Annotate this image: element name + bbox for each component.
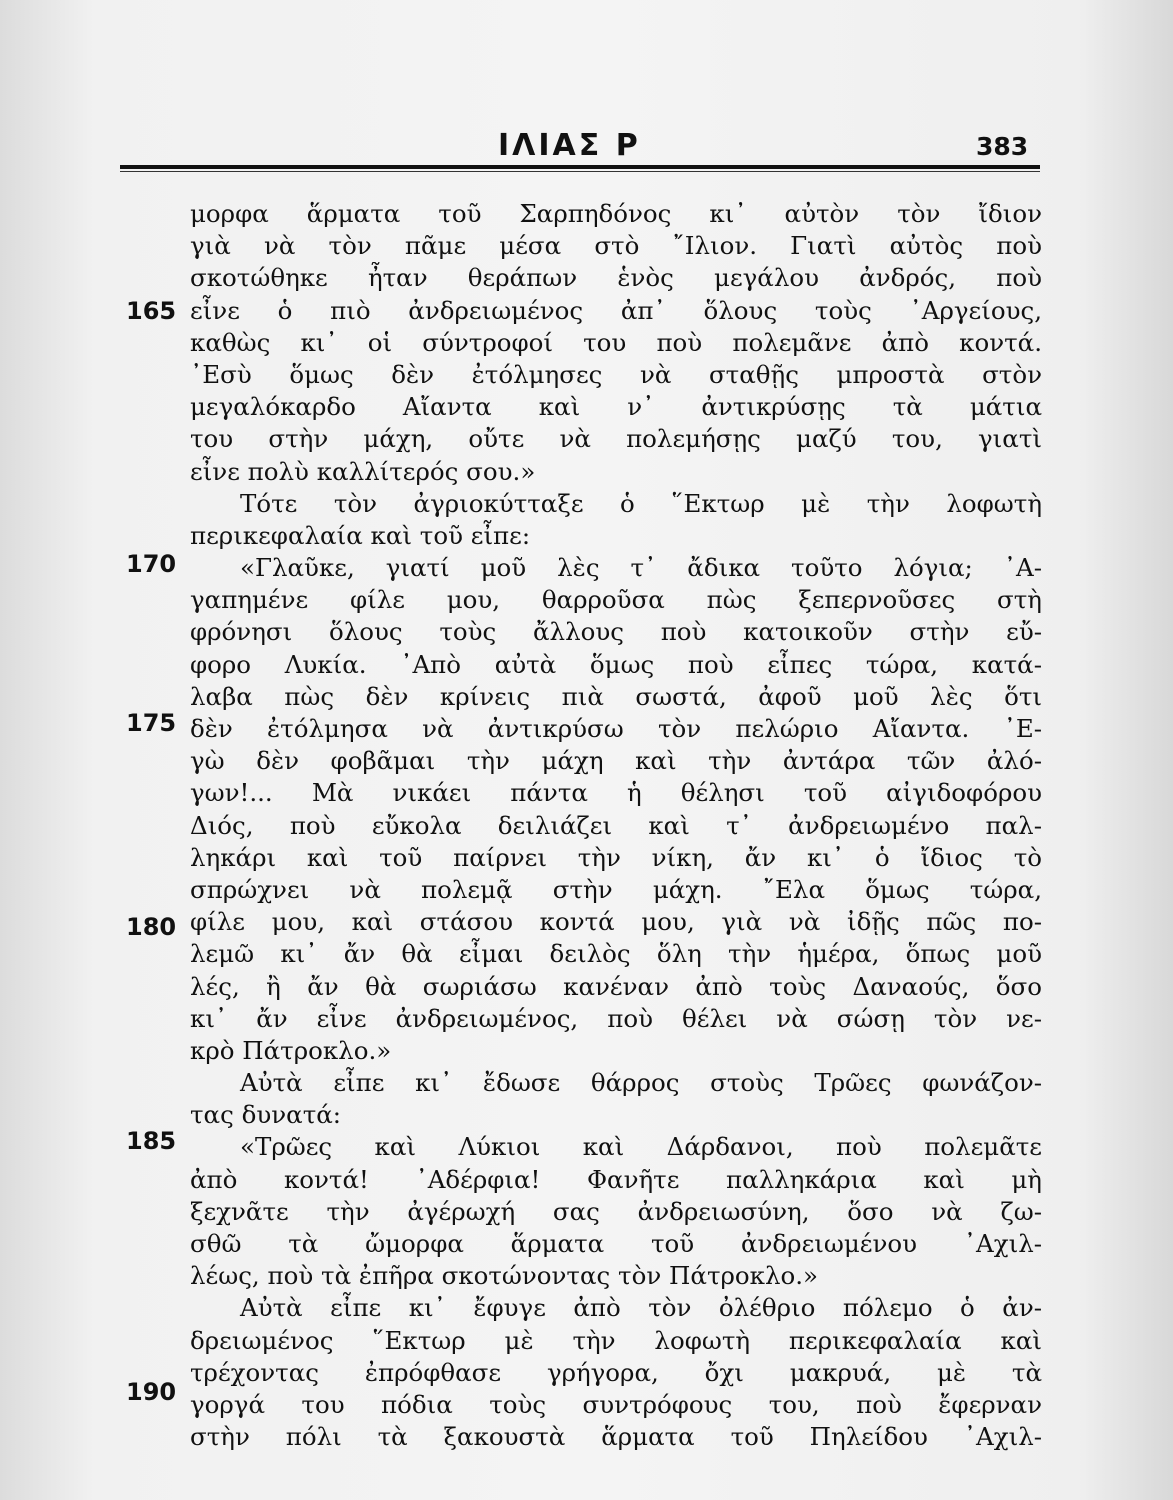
text-line: γων!... Μὰ νικάει πάντα ἡ θέλησι τοῦ αἰγιδοφόρου xyxy=(190,778,1042,808)
running-title: ΙΛΙΑΣ Ρ xyxy=(498,128,641,163)
text-line: ληκάρι καὶ τοῦ παίρνει τὴν νίκη, ἄν κι᾽ ὁ ἴδιος τὸ xyxy=(190,842,1042,872)
text-line: Αὐτὰ εἶπε κι᾽ ἔδωσε θάρρος στοὺς Τρῶες φωνάζον- xyxy=(240,1068,1042,1098)
text-line: εἶνε πολὺ καλλίτερός σου.» xyxy=(190,456,536,486)
text-line: λεμῶ κι᾽ ἄν θὰ εἶμαι δειλὸς ὅλη τὴν ἡμέρα, ὅπως μοῦ xyxy=(190,939,1042,969)
text-line: γοργά του πόδια τοὺς συντρόφους του, ποὺ ἔφερναν xyxy=(190,1389,1042,1419)
text-line: δρειωμένος ῞Εκτωρ μὲ τὴν λοφωτὴ περικεφαλαία καὶ xyxy=(190,1325,1042,1355)
text-line: τας δυνατά: xyxy=(190,1100,342,1130)
text-line: λές, ἢ ἄν θὰ σωριάσω κανέναν ἀπὸ τοὺς Δαναούς, ὅσο xyxy=(190,971,1042,1001)
text-line: ᾽Εσὺ ὅμως δὲν ἐτόλμησες νὰ σταθῇς μπροστὰ στὸν xyxy=(190,359,1042,389)
text-line: του στὴν μάχη, οὔτε νὰ πολεμήσῃς μαζύ του, γιατὶ xyxy=(190,424,1042,454)
body-text xyxy=(190,198,1042,1453)
header-rule-thin xyxy=(120,171,1040,172)
header-rule xyxy=(120,165,1040,169)
page-number: 383 xyxy=(976,132,1029,161)
text-line: στὴν πόλι τὰ ξακουστὰ ἅρματα τοῦ Πηλείδου ᾽Αχιλ- xyxy=(190,1422,1042,1452)
running-head xyxy=(0,128,1173,168)
text-line: κι᾽ ἄν εἶνε ἀνδρειωμένος, ποὺ θέλει νὰ σώσῃ τὸν νε- xyxy=(190,1003,1042,1033)
text-line: εἶνε ὁ πιὸ ἀνδρειωμένος ἀπ᾽ ὅλους τοὺς ᾽Αργείους, xyxy=(190,295,1042,325)
margin-line-number: 190 xyxy=(126,1378,177,1406)
text-line: περικεφαλαία καὶ τοῦ εἶπε: xyxy=(190,520,531,550)
text-line: μεγαλόκαρδο Αἴαντα καὶ ν᾽ ἀντικρύσῃς τὰ μάτια xyxy=(190,392,1042,422)
text-line: φορο Λυκία. ᾽Απὸ αὐτὰ ὅμως ποὺ εἶπες τώρα, κατά- xyxy=(190,649,1042,679)
text-line: δὲν ἐτόλμησα νὰ ἀντικρύσω τὸν πελώριο Αἴαντα. ᾽Ε- xyxy=(190,714,1042,743)
text-line: ξεχνᾶτε τὴν ἀγέρωχή σας ἀνδρειωσύνη, ὅσο νὰ ζω- xyxy=(190,1196,1042,1226)
text-line: «Γλαῦκε, γιατί μοῦ λὲς τ᾽ ἄδικα τοῦτο λόγια; ᾽Α- xyxy=(240,553,1042,583)
text-line: φρόνησι ὅλους τοὺς ἄλλους ποὺ κατοικοῦν στὴν εὔ- xyxy=(190,617,1042,647)
text-line: κρὸ Πάτροκλο.» xyxy=(190,1035,392,1065)
text-line: λέως, ποὺ τὰ ἐπῆρα σκοτώνοντας τὸν Πάτροκλο.» xyxy=(190,1261,819,1291)
text-line: σκοτώθηκε ἦταν θεράπων ἑνὸς μεγάλου ἀνδρός, ποὺ xyxy=(190,263,1042,293)
text-line: τρέχοντας ἐπρόφθασε γρήγορα, ὄχι μακρυά, μὲ τὰ xyxy=(190,1357,1042,1387)
text-line: σθῶ τὰ ὤμορφα ἅρματα τοῦ ἀνδρειωμένου ᾽Αχιλ- xyxy=(190,1229,1042,1258)
text-line: φίλε μου, καὶ στάσου κοντά μου, γιὰ νὰ ἰδῇς πῶς πο- xyxy=(190,907,1042,937)
text-line: γαπημένε φίλε μου, θαρροῦσα πὼς ξεπερνοῦσες στὴ xyxy=(190,585,1042,615)
text-line: Τότε τὸν ἀγριοκύτταξε ὁ ῞Εκτωρ μὲ τὴν λοφωτὴ xyxy=(240,488,1042,518)
text-line: γιὰ νὰ τὸν πᾶμε μέσα στὸ ῎Ιλιον. Γιατὶ αὐτὸς ποὺ xyxy=(190,231,1042,261)
text-line: σπρώχνει νὰ πολεμᾷ στὴν μάχη. ῎Ελα ὅμως τώρα, xyxy=(190,874,1042,904)
text-line: γὼ δὲν φοβᾶμαι τὴν μάχη καὶ τὴν ἀντάρα τῶν ἀλό- xyxy=(190,746,1042,776)
text-line: ἀπὸ κοντά! ᾽Αδέρφια! Φανῆτε παλληκάρια καὶ μὴ xyxy=(190,1164,1042,1194)
margin-line-number: 165 xyxy=(126,297,177,325)
margin-line-number: 170 xyxy=(126,550,177,578)
text-line: Αὐτὰ εἶπε κι᾽ ἔφυγε ἀπὸ τὸν ὀλέθριο πόλεμο ὁ ἀν- xyxy=(240,1293,1042,1323)
text-line: Διός, ποὺ εὔκολα δειλιάζει καὶ τ᾽ ἀνδρειωμένο παλ- xyxy=(190,810,1042,840)
text-line: «Τρῶες καὶ Λύκιοι καὶ Δάρδανοι, ποὺ πολεμᾶτε xyxy=(240,1132,1042,1162)
margin-line-number: 185 xyxy=(126,1127,177,1155)
text-line: καθὼς κι᾽ οἱ σύντροφοί του ποὺ πολεμᾶνε ἀπὸ κοντά. xyxy=(190,327,1042,357)
margin-line-number: 175 xyxy=(126,709,177,737)
text-line: μορφα ἅρματα τοῦ Σαρπηδόνος κι᾽ αὐτὸν τὸν ἴδιον xyxy=(190,199,1042,228)
text-line: λαβα πὼς δὲν κρίνεις πιὰ σωστά, ἀφοῦ μοῦ λὲς ὅτι xyxy=(190,681,1042,711)
margin-line-number: 180 xyxy=(126,913,177,941)
